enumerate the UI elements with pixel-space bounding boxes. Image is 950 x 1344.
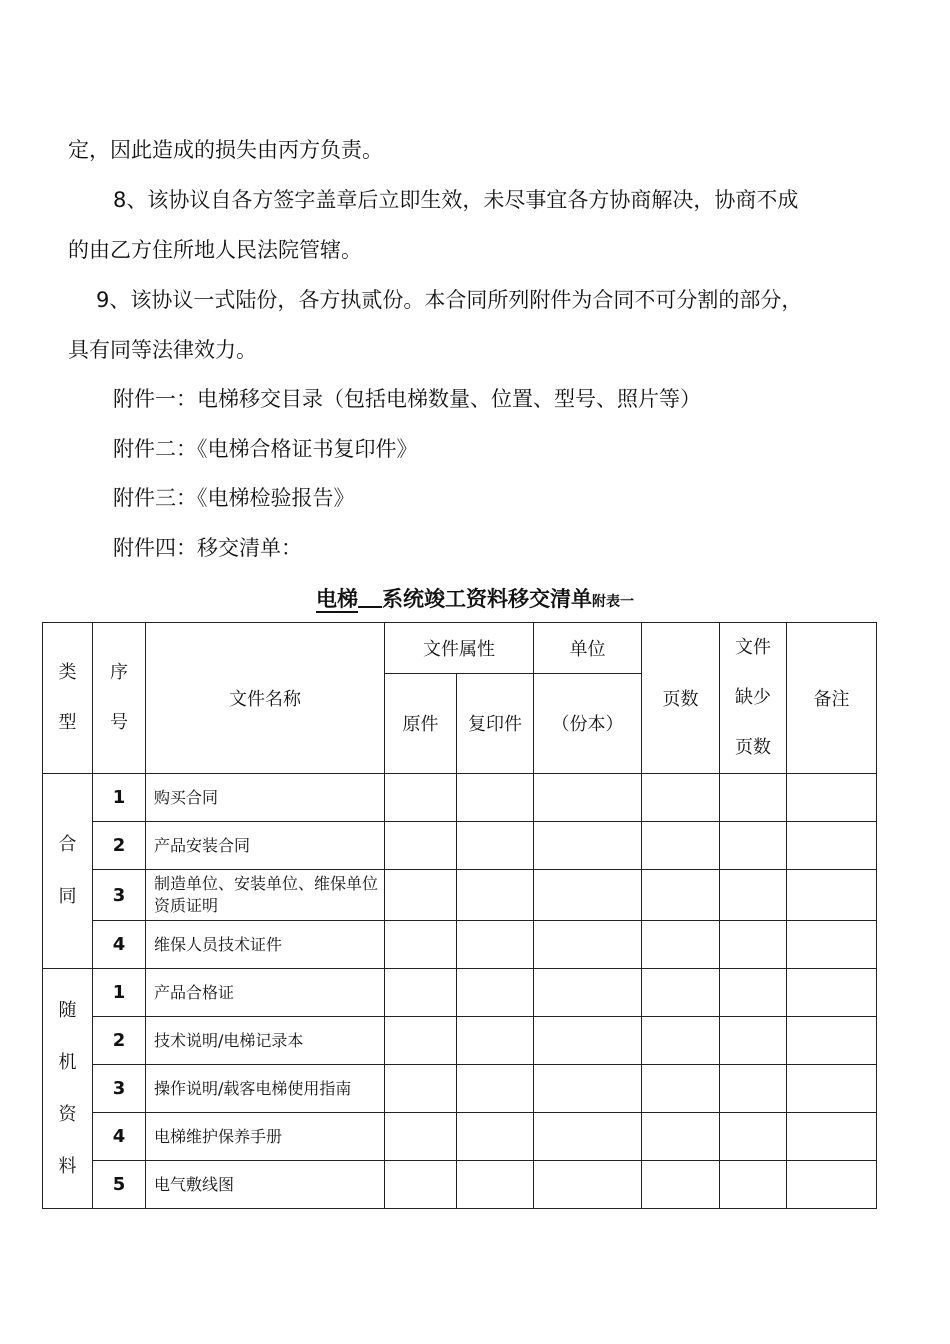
- title-suffix: 附表一: [592, 594, 634, 610]
- title-main: 系统竣工资料移交清单: [382, 587, 592, 611]
- cell-missing[interactable]: [720, 870, 787, 921]
- row-seq: 5: [93, 1161, 146, 1209]
- clause-8-line-2: 的由乙方住所地人民法院管辖。: [68, 237, 362, 262]
- attachment-4: 附件四：移交清单：: [113, 536, 302, 560]
- cell-copy[interactable]: [457, 1065, 534, 1113]
- cell-original[interactable]: [385, 822, 457, 870]
- cell-pages[interactable]: [642, 1065, 720, 1113]
- row-seq: 1: [93, 969, 146, 1017]
- cell-remark[interactable]: [787, 822, 877, 870]
- handover-table: [42, 622, 877, 1209]
- cell-remark[interactable]: [787, 1161, 877, 1209]
- cell-pages[interactable]: [642, 969, 720, 1017]
- cell-remark[interactable]: [787, 774, 877, 822]
- row-seq: 4: [93, 921, 146, 969]
- row-file-name: 电气敷线图: [146, 1161, 385, 1209]
- cell-pages[interactable]: [642, 921, 720, 969]
- type-char: 随: [58, 999, 77, 1021]
- cell-original[interactable]: [385, 921, 457, 969]
- row-file-name: 产品安装合同: [146, 822, 385, 870]
- row-file-name: 技术说明/电梯记录本: [146, 1017, 385, 1065]
- attachment-2: 附件二：《电梯合格证书复印件》: [113, 437, 418, 461]
- header-file-name: 文件名称: [146, 623, 385, 774]
- table-title: [0, 583, 950, 618]
- cell-unit[interactable]: [534, 1161, 642, 1209]
- attachment-1: 附件一：电梯移交目录（包括电梯数量、位置、型号、照片等）: [113, 387, 701, 411]
- cell-copy[interactable]: [457, 1017, 534, 1065]
- cell-remark[interactable]: [787, 969, 877, 1017]
- header-unit: 单位: [534, 623, 642, 674]
- cell-unit[interactable]: [534, 1017, 642, 1065]
- type-char: 机: [58, 1051, 77, 1073]
- clause-9-line-1: 9、该协议一式陆份，各方执贰份。本合同所列附件为合同不可分割的部分，: [96, 288, 803, 312]
- row-file-name: 制造单位、安装单位、维保单位资质证明: [146, 870, 385, 921]
- cell-copy[interactable]: [457, 921, 534, 969]
- cell-copy[interactable]: [457, 1161, 534, 1209]
- cell-unit[interactable]: [534, 870, 642, 921]
- type-char: 资: [58, 1103, 77, 1125]
- cell-pages[interactable]: [642, 1113, 720, 1161]
- title-prefix: 电梯: [316, 587, 358, 611]
- cell-missing[interactable]: [720, 969, 787, 1017]
- clause-9-line-2: 具有同等法律效力。: [68, 337, 257, 362]
- cell-copy[interactable]: [457, 1113, 534, 1161]
- cell-pages[interactable]: [642, 1161, 720, 1209]
- paragraph-clause-8: [68, 176, 888, 275]
- cell-unit[interactable]: [534, 1113, 642, 1161]
- row-seq: 1: [93, 774, 146, 822]
- cell-remark[interactable]: [787, 870, 877, 921]
- cell-original[interactable]: [385, 774, 457, 822]
- row-seq: 3: [93, 1065, 146, 1113]
- header-seq: [93, 623, 146, 774]
- cell-pages[interactable]: [642, 822, 720, 870]
- header-original: 原件: [385, 673, 457, 773]
- cell-copy[interactable]: [457, 870, 534, 921]
- header-type-char: 类: [58, 662, 77, 683]
- type-accompanying-docs: [43, 969, 93, 1209]
- cell-original[interactable]: [385, 1065, 457, 1113]
- header-seq-char: 序: [110, 662, 128, 683]
- header-missing-char: 页数: [735, 737, 771, 758]
- cell-copy[interactable]: [457, 969, 534, 1017]
- cell-original[interactable]: [385, 1113, 457, 1161]
- cell-remark[interactable]: [787, 1113, 877, 1161]
- row-seq: 2: [93, 822, 146, 870]
- cell-pages[interactable]: [642, 870, 720, 921]
- cell-missing[interactable]: [720, 774, 787, 822]
- attachment-3: 附件三：《电梯检验报告》: [113, 486, 355, 510]
- cell-missing[interactable]: [720, 1065, 787, 1113]
- cell-unit[interactable]: [534, 969, 642, 1017]
- header-unit-sub: （份本）: [534, 673, 642, 773]
- header-pages: 页数: [642, 623, 720, 774]
- header-missing-char: 缺少: [735, 687, 771, 708]
- type-char: 料: [58, 1155, 77, 1177]
- cell-missing[interactable]: [720, 1017, 787, 1065]
- cell-missing[interactable]: [720, 921, 787, 969]
- row-file-name: 操作说明/载客电梯使用指南: [146, 1065, 385, 1113]
- cell-missing[interactable]: [720, 1113, 787, 1161]
- cell-unit[interactable]: [534, 1065, 642, 1113]
- row-seq: 4: [93, 1113, 146, 1161]
- cell-pages[interactable]: [642, 1017, 720, 1065]
- cell-missing[interactable]: [720, 1161, 787, 1209]
- cell-remark[interactable]: [787, 1065, 877, 1113]
- paragraph-clause-9: [68, 276, 888, 375]
- cell-remark[interactable]: [787, 1017, 877, 1065]
- cell-original[interactable]: [385, 1161, 457, 1209]
- row-seq: 3: [93, 870, 146, 921]
- row-file-name: 电梯维护保养手册: [146, 1113, 385, 1161]
- row-file-name: 购买合同: [146, 774, 385, 822]
- paragraph-continuation: 定，因此造成的损失由丙方负责。: [68, 138, 383, 162]
- cell-remark[interactable]: [787, 921, 877, 969]
- cell-copy[interactable]: [457, 822, 534, 870]
- cell-unit[interactable]: [534, 921, 642, 969]
- cell-missing[interactable]: [720, 822, 787, 870]
- header-missing-pages: [720, 623, 787, 774]
- cell-copy[interactable]: [457, 774, 534, 822]
- header-file-attr: 文件属性: [385, 623, 534, 674]
- header-copy: 复印件: [457, 673, 534, 773]
- row-file-name: 维保人员技术证件: [146, 921, 385, 969]
- title-blank: [358, 586, 382, 608]
- cell-original[interactable]: [385, 870, 457, 921]
- row-file-name: 产品合格证: [146, 969, 385, 1017]
- header-missing-char: 文件: [735, 637, 771, 658]
- clause-8-line-1: 8、该协议自各方签字盖章后立即生效，未尽事宜各方协商解决，协商不成: [113, 188, 799, 212]
- cell-original[interactable]: [385, 1017, 457, 1065]
- cell-pages[interactable]: [642, 774, 720, 822]
- type-contract: [43, 774, 93, 969]
- cell-unit[interactable]: [534, 774, 642, 822]
- header-seq-char: 号: [110, 712, 128, 733]
- type-char: 合: [58, 834, 77, 855]
- header-remark: 备注: [787, 623, 877, 774]
- header-type: [43, 623, 93, 774]
- header-type-char: 型: [58, 712, 77, 733]
- type-char: 同: [58, 886, 77, 907]
- row-seq: 2: [93, 1017, 146, 1065]
- cell-original[interactable]: [385, 969, 457, 1017]
- cell-unit[interactable]: [534, 822, 642, 870]
